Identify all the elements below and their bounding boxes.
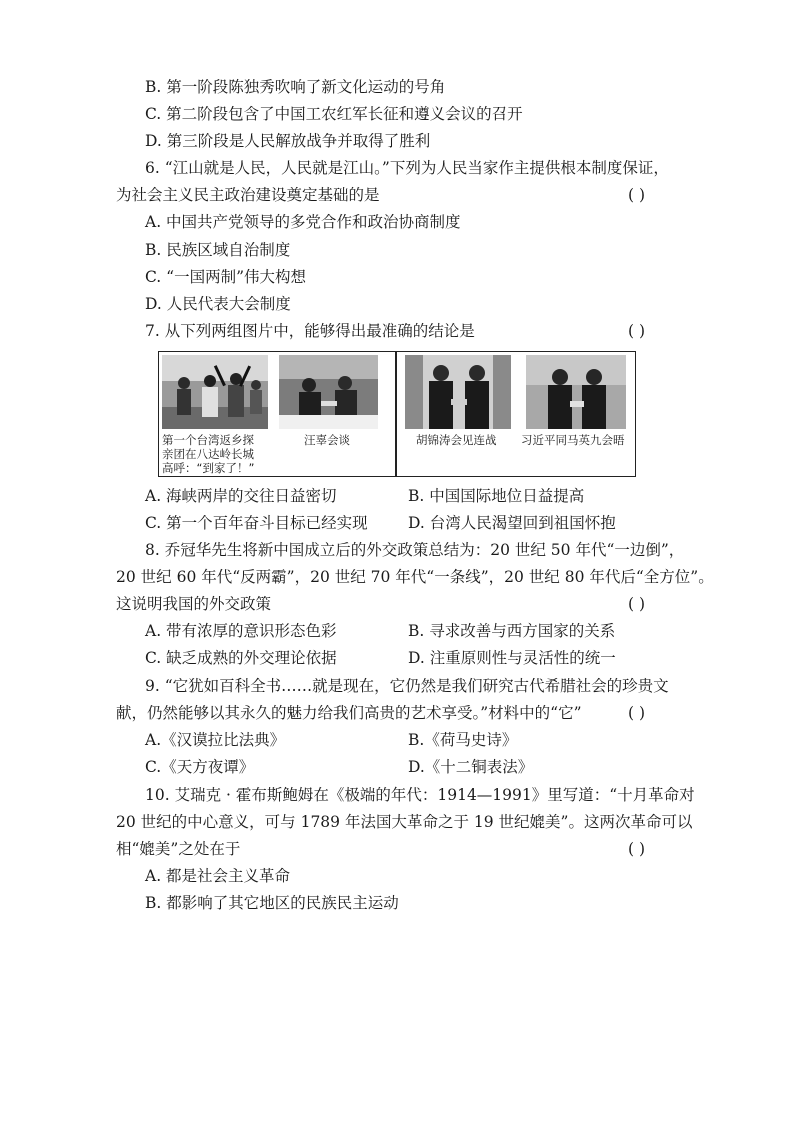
q9-stem-line1: 9. “它犹如百科全书……就是现在，它仍然是我们研究古代希腊社会的珍贵文 <box>145 677 669 695</box>
photo-xi-ma-meeting <box>526 355 626 429</box>
q8-option-b: B. 寻求改善与西方国家的关系 <box>408 622 616 640</box>
q5-option-d: D. 第三阶段是人民解放战争并取得了胜利 <box>145 132 431 150</box>
q9-option-c: C.《天方夜谭》 <box>145 758 255 776</box>
caption-taiwan-visitors-line2: 亲团在八达岭长城 <box>162 447 254 461</box>
q5-option-c: C. 第二阶段包含了中国工农红军长征和遵义会议的召开 <box>145 105 523 123</box>
q8-stem-line3: 这说明我国的外交政策 <box>116 595 272 613</box>
caption-taiwan-visitors-line1: 第一个台湾返乡探 <box>162 433 254 447</box>
q10-option-a: A. 都是社会主义革命 <box>145 867 291 885</box>
q9-answer-paren: ( ) <box>628 704 646 722</box>
q7-option-a: A. 海峡两岸的交往日益密切 <box>145 487 337 505</box>
q7-photo-divider <box>395 351 397 477</box>
caption-wang-gu-talks: 汪辜会谈 <box>304 433 350 447</box>
q8-option-d: D. 注重原则性与灵活性的统一 <box>408 649 616 667</box>
q5-option-b: B. 第一阶段陈独秀吹响了新文化运动的号角 <box>145 78 446 96</box>
q10-option-b: B. 都影响了其它地区的民族民主运动 <box>145 894 399 912</box>
q6-option-a: A. 中国共产党领导的多党合作和政治协商制度 <box>145 213 461 231</box>
caption-xi-ma-meeting: 习近平同马英九会晤 <box>521 433 625 447</box>
q7-answer-paren: ( ) <box>628 322 646 340</box>
q10-answer-paren: ( ) <box>628 840 646 858</box>
q7-option-b: B. 中国国际地位日益提高 <box>408 487 585 505</box>
q8-answer-paren: ( ) <box>628 595 646 613</box>
q8-option-c: C. 缺乏成熟的外交理论依据 <box>145 649 337 667</box>
photo-taiwan-visitors <box>162 355 268 429</box>
q9-option-d: D.《十二铜表法》 <box>408 758 534 776</box>
caption-hu-lian-meeting: 胡锦涛会见连战 <box>416 433 497 447</box>
q6-option-d: D. 人民代表大会制度 <box>145 295 291 313</box>
q8-option-a: A. 带有浓厚的意识形态色彩 <box>145 622 337 640</box>
q8-stem-line1: 8. 乔冠华先生将新中国成立后的外交政策总结为：20 世纪 50 年代“一边倒”， <box>145 541 685 559</box>
q6-stem-line2: 为社会主义民主政治建设奠定基础的是 <box>116 186 380 204</box>
caption-taiwan-visitors-line3: 高呼：“到家了！” <box>162 461 255 475</box>
q8-stem-line2: 20 世纪 60 年代“反两霸”，20 世纪 70 年代“一条线”，20 世纪 80 年代后“全方位”。 <box>116 568 714 586</box>
photo-hu-lian-meeting <box>405 355 511 429</box>
q6-stem-line1: 6. “江山就是人民，人民就是江山。”下列为人民当家作主提供根本制度保证， <box>145 159 669 177</box>
q7-option-d: D. 台湾人民渴望回到祖国怀抱 <box>408 514 616 532</box>
q9-option-b: B.《荷马史诗》 <box>408 731 518 749</box>
q10-stem-line3: 相“媲美”之处在于 <box>116 840 241 858</box>
q6-option-b: B. 民族区域自治制度 <box>145 241 291 259</box>
q6-option-c: C. “一国两制”伟大构想 <box>145 268 307 286</box>
q9-option-a: A.《汉谟拉比法典》 <box>145 731 286 749</box>
q7-option-c: C. 第一个百年奋斗目标已经实现 <box>145 514 368 532</box>
q9-stem-line2: 献，仍然能够以其永久的魅力给我们高贵的艺术享受。”材料中的“它” <box>116 704 582 722</box>
q10-stem-line2: 20 世纪的中心意义，可与 1789 年法国大革命之于 19 世纪媲美”。这两次革命可以 <box>116 813 693 831</box>
q7-stem: 7. 从下列两组图片中，能够得出最准确的结论是 <box>145 322 475 340</box>
q10-stem-line1: 10. 艾瑞克 · 霍布斯鲍姆在《极端的年代：1914—1991》里写道：“十月革命对 <box>145 786 695 804</box>
photo-wang-gu-talks <box>279 355 378 429</box>
q6-answer-paren: ( ) <box>628 186 646 204</box>
